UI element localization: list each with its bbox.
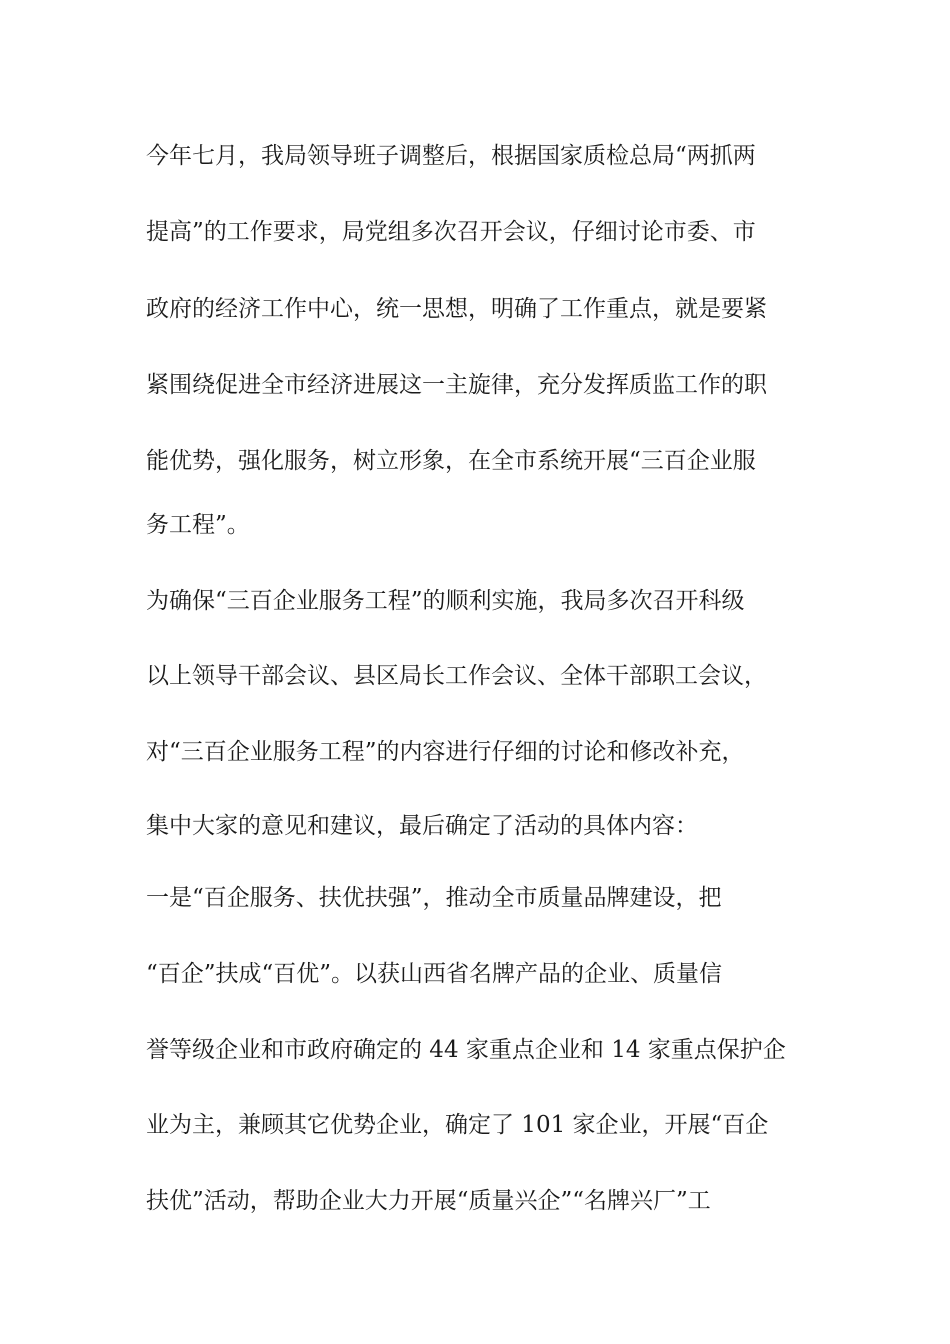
paragraph-line: 扶优”活动，帮助企业大力开展“质量兴企”“名牌兴厂”工 [146,1188,711,1214]
paragraph-line: 集中大家的意见和建议，最后确定了活动的具体内容： [146,813,698,839]
paragraph-line: 务工程”。 [146,512,250,538]
paragraph-line: 一是“百企服务、扶优扶强”，推动全市质量品牌建设，把 [146,885,722,911]
paragraph-line: 对“三百企业服务工程”的内容进行仔细的讨论和修改补充， [146,739,745,765]
paragraph-line: “百企”扶成“百优”。以获山西省名牌产品的企业、质量信 [146,961,723,987]
paragraph-line: 以上领导干部会议、县区局长工作会议、全体干部职工会议， [146,663,767,689]
paragraph-line: 政府的经济工作中心，统一思想，明确了工作重点，就是要紧 [146,296,767,322]
paragraph-line: 能优势，强化服务，树立形象，在全市系统开展“三百企业服 [146,448,756,474]
paragraph-line: 提高”的工作要求，局党组多次召开会议，仔细讨论市委、市 [146,219,756,245]
paragraph-line: 今年七月，我局领导班子调整后，根据国家质检总局“两抓两 [146,143,756,169]
paragraph-line: 为确保“三百企业服务工程”的顺利实施，我局多次召开科级 [146,588,745,614]
paragraph-line: 紧围绕促进全市经济进展这一主旋律，充分发挥质监工作的职 [146,372,767,398]
paragraph-line: 业为主，兼顾其它优势企业，确定了 101 家企业，开展“百企 [146,1112,769,1138]
paragraph-line: 誉等级企业和市政府确定的 44 家重点企业和 14 家重点保护企 [146,1037,786,1063]
